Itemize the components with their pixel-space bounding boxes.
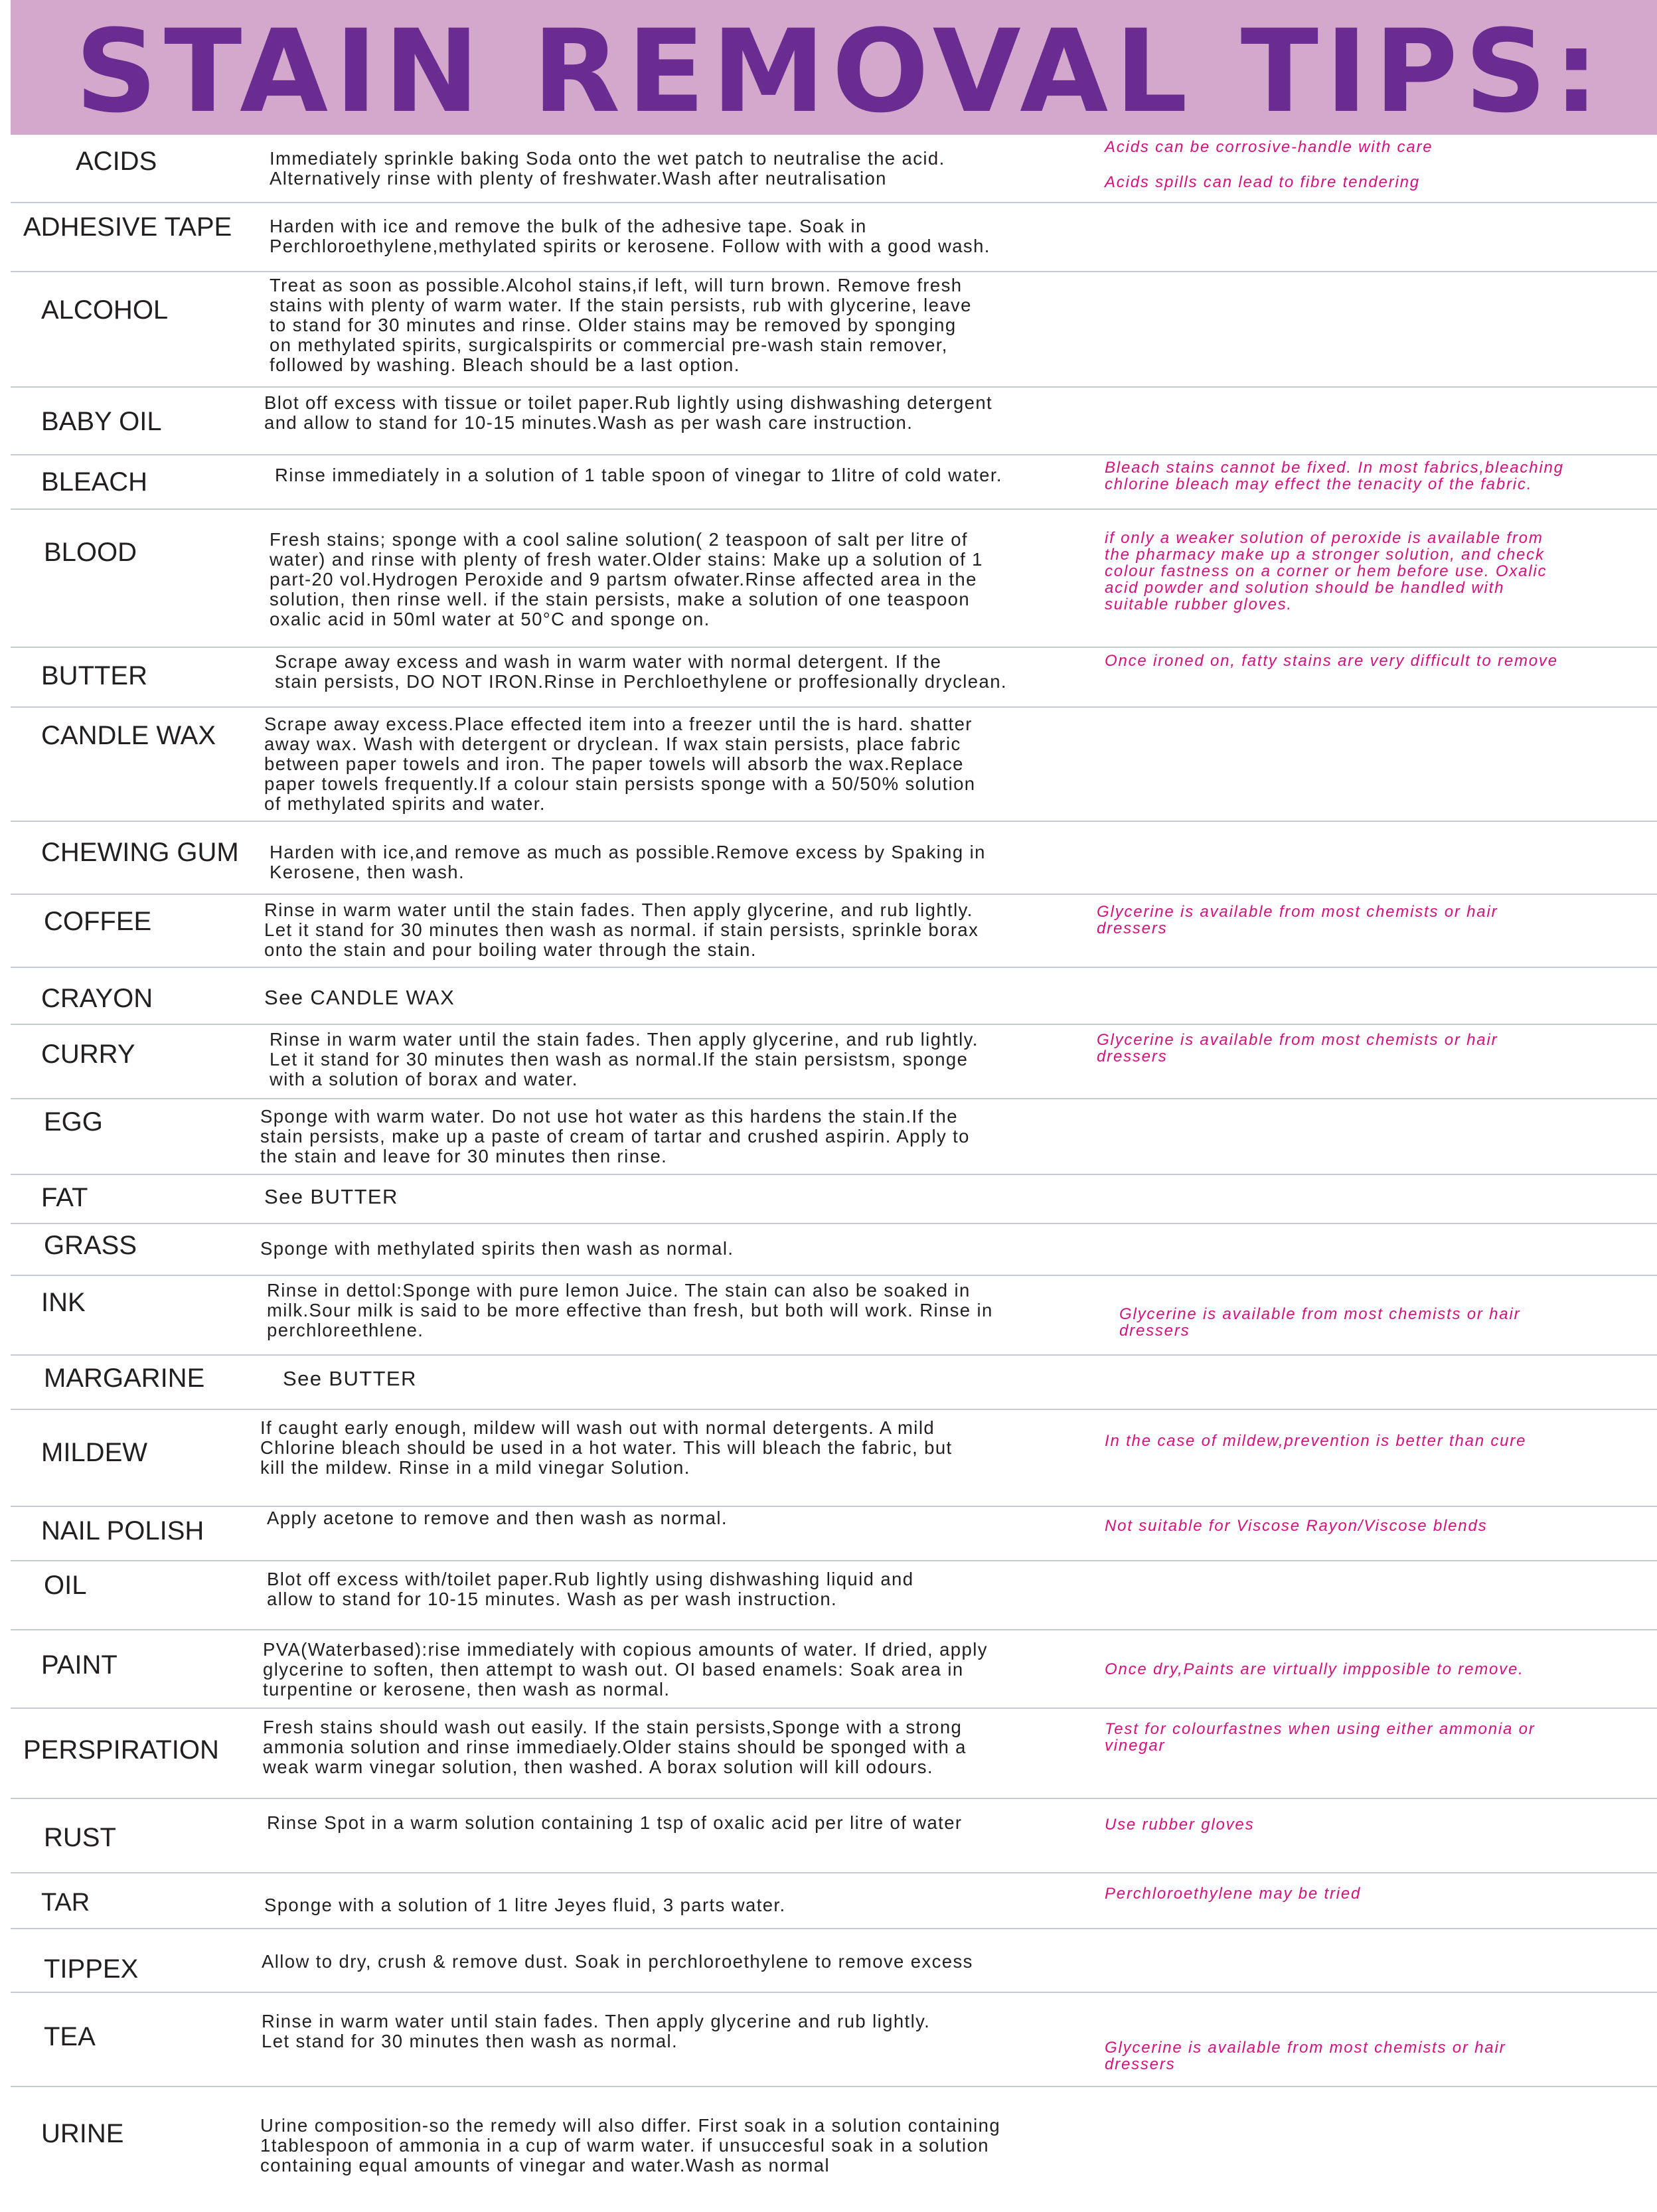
stain-note: Once ironed on, fatty stains are very difficult to remove (1105, 652, 1558, 670)
stain-remedy: See CANDLE WAX (264, 986, 455, 1009)
stain-name: EGG (44, 1107, 103, 1137)
stain-note: Test for colourfastnes when using either ammonia or vinegar (1105, 1720, 1536, 1755)
stain-remedy: Urine composition-so the remedy will also differ. First soak in a solution containing 1tablespoon of ammonia in a cup of warm water. if unsuccesful soak in a solution containing equal amounts of vinegar and water.Wash as normal (260, 2115, 1001, 2175)
stain-name: PERSPIRATION (23, 1735, 219, 1765)
table-row (0, 388, 1657, 455)
stain-note: Not suitable for Viscose Rayon/Viscose blends (1105, 1517, 1488, 1535)
table-row (0, 203, 1657, 272)
stain-remedy: Fresh stains should wash out easily. If the stain persists,Sponge with a strong ammonia solution and rinse immediaely.Older stains should be sponged with a weak warm vinegar solution, then washed. A borax solution will kill odours. (263, 1717, 967, 1777)
table-row (0, 822, 1657, 895)
stain-name: NAIL POLISH (41, 1516, 204, 1545)
table-row (0, 272, 1657, 388)
stain-name: OIL (44, 1571, 87, 1600)
stain-remedy: Rinse immediately in a solution of 1 table spoon of vinegar to 1litre of cold water. (275, 465, 1002, 485)
stain-name: ADHESIVE TAPE (23, 212, 232, 242)
stain-remedy: Harden with ice and remove the bulk of the adhesive tape. Soak in Perchloroethylene,methylated spirits or kerosene. Follow with with a good wash. (270, 216, 990, 256)
stain-remedy: Scrape away excess and wash in warm water with normal detergent. If the stain persists, DO NOT IRON.Rinse in Perchloethylene or proffesionally dryclean. (275, 651, 1007, 692)
stain-name: CRAYON (41, 984, 153, 1013)
stain-name: TEA (44, 2022, 96, 2051)
table-row (0, 510, 1657, 648)
stain-name: COFFEE (44, 907, 152, 936)
stain-name: BLEACH (41, 467, 148, 497)
stain-note: Glycerine is available from most chemists or hair dressers (1097, 903, 1498, 937)
title-banner (11, 0, 1657, 138)
stain-name: GRASS (44, 1231, 137, 1260)
stain-name: MARGARINE (44, 1364, 205, 1393)
stain-remedy: Rinse Spot in a warm solution containing 1 tsp of oxalic acid per litre of water (267, 1812, 963, 1833)
table-row (0, 968, 1657, 1025)
stain-name: ALCOHOL (41, 295, 169, 325)
stain-note: Glycerine is available from most chemists or hair dressers (1097, 1031, 1498, 1066)
stain-name: INK (41, 1288, 86, 1317)
stain-name: CANDLE WAX (41, 721, 216, 750)
table-row (0, 2087, 1657, 2212)
table-row (0, 1630, 1657, 1709)
stain-remedy: Immediately sprinkle baking Soda onto the wet patch to neutralise the acid. Alternatively rinse with plenty of freshwater.Wash after neutralisation (270, 148, 945, 189)
stain-name: RUST (44, 1823, 116, 1852)
table-row (0, 1507, 1657, 1561)
stain-remedy: PVA(Waterbased):rise immediately with copious amounts of water. If dried, apply glycerine to soften, then attempt to wash out. OI based enamels: Soak area in turpentine or kerosene, then wash as normal. (263, 1639, 988, 1699)
table-row (0, 1099, 1657, 1175)
table-row (0, 648, 1657, 708)
stain-note-line: Acids can be corrosive-handle with care (1105, 138, 1433, 156)
stain-note: Glycerine is available from most chemists or hair dressers (1119, 1305, 1521, 1340)
table-row (0, 1561, 1657, 1630)
stain-note: Perchloroethylene may be tried (1105, 1885, 1362, 1903)
stain-remedy: Rinse in warm water until the stain fades. Then apply glycerine, and rub lightly. Let it stand for 30 minutes then wash as normal. if stain persists, sprinkle borax onto the stain and pour boiling water through the stain. (264, 900, 979, 960)
stain-note: Glycerine is available from most chemists or hair dressers (1105, 2039, 1506, 2073)
page-title: STAIN REMOVAL TIPS: (75, 5, 1606, 138)
stain-name: CHEWING GUM (41, 838, 239, 867)
table-row (0, 1276, 1657, 1356)
stain-note: Once dry,Paints are virtually impposible to remove. (1105, 1660, 1524, 1678)
stain-remedy: Rinse in dettol:Sponge with pure lemon Juice. The stain can also be soaked in milk.Sour milk is said to be more effective than fresh, but both will work. Rinse in perchloreethlene. (267, 1280, 993, 1340)
stain-note: Bleach stains cannot be fixed. In most fabrics,bleaching chlorine bleach may effect the tenacity of the fabric. (1105, 459, 1564, 493)
stain-name: FAT (41, 1183, 88, 1212)
stain-remedy: See BUTTER (283, 1367, 417, 1390)
stain-remedy: Sponge with methylated spirits then wash as normal. (260, 1238, 734, 1259)
stain-name: TIPPEX (44, 1954, 139, 1984)
stain-name: BLOOD (44, 538, 137, 567)
stain-remedy: Sponge with a solution of 1 litre Jeyes fluid, 3 parts water. (264, 1895, 786, 1915)
stain-name: BABY OIL (41, 407, 162, 436)
stain-remedy: See BUTTER (264, 1185, 398, 1208)
stain-remedy: Rinse in warm water until stain fades. Then apply glycerine and rub lightly. Let stand for 30 minutes then wash as normal. (262, 2011, 931, 2051)
stain-remedy: If caught early enough, mildew will wash out with normal detergents. A mild Chlorine bleach should be used in a hot water. This will bleach the fabric, but kill the mildew. Rinse in a mild vinegar Solution. (260, 1417, 953, 1478)
stain-remedy: Allow to dry, crush & remove dust. Soak in perchloroethylene to remove excess (262, 1951, 973, 1972)
stain-name: URINE (41, 2119, 124, 2148)
table-row (0, 1224, 1657, 1276)
stain-note: if only a weaker solution of peroxide is available from the pharmacy make up a stronger solution, and check colour fastness on a corner or hem before use. Oxalic acid powder and solution should be handled with suitable rubber gloves. (1105, 529, 1547, 613)
table-row (0, 1799, 1657, 1873)
table-row (0, 1993, 1657, 2087)
stain-note: Use rubber gloves (1105, 1816, 1255, 1834)
stain-note: In the case of mildew,prevention is better than cure (1105, 1432, 1527, 1450)
stain-name: MILDEW (41, 1438, 147, 1467)
table-row (0, 1929, 1657, 1993)
stain-remedy: Harden with ice,and remove as much as possible.Remove excess by Spaking in Kerosene, then wash. (270, 842, 986, 882)
table-row (0, 1175, 1657, 1224)
stain-note-line: Acids spills can lead to fibre tendering (1105, 173, 1420, 191)
table-row (0, 1356, 1657, 1410)
stain-remedy: Apply acetone to remove and then wash as normal. (267, 1508, 728, 1528)
table-row (0, 455, 1657, 510)
stain-remedy: Blot off excess with/toilet paper.Rub lightly using dishwashing liquid and allow to stand for 10-15 minutes. Wash as per wash instruction. (267, 1569, 914, 1609)
table-row (0, 708, 1657, 822)
stain-name: TAR (41, 1889, 90, 1917)
stain-note (1105, 139, 1649, 191)
table-row (0, 135, 1657, 203)
table-row (0, 895, 1657, 968)
table-row (0, 1873, 1657, 1929)
stain-name: BUTTER (41, 661, 147, 690)
table-row (0, 1410, 1657, 1507)
stain-remedy: Scrape away excess.Place effected item into a freezer until the is hard. shatter away wax. Wash with detergent or dryclean. If wax stain persists, place fabric between paper towels and iron. The paper towels will absorb the wax.Replace paper towels frequently.If a colour stain persists sponge with a 50/50% solution of methylated spirits and water. (264, 714, 976, 814)
stain-remedy: Rinse in warm water until the stain fades. Then apply glycerine, and rub lightly. Let it stand for 30 minutes then wash as normal.If the stain persistsm, sponge with a solution of borax and water. (270, 1029, 979, 1089)
stain-name: PAINT (41, 1650, 118, 1680)
table-row (0, 1709, 1657, 1799)
stain-remedy: Blot off excess with tissue or toilet paper.Rub lightly using dishwashing detergent and allow to stand for 10-15 minutes.Wash as per wash care instruction. (264, 392, 993, 433)
stain-remedy: Treat as soon as possible.Alcohol stains,if left, will turn brown. Remove fresh stains with plenty of warm water. If the stain persists, rub with glycerine, leave to stand for 30 minutes and rinse. Older stains may be removed by sponging on methylated spirits, surgicalspirits or commercial pre-wash stain remover, followed by washing. Bleach should be a last option. (270, 275, 972, 375)
table-row (0, 1025, 1657, 1099)
stain-name: CURRY (41, 1040, 135, 1069)
stain-remedy: Fresh stains; sponge with a cool saline solution( 2 teaspoon of salt per litre of water) and rinse with plenty of fresh water.Older stains: Make up a solution of 1 part-20 vol.Hydrogen Peroxide and 9 partsm ofwater.Rinse affected area in the solution, then rinse well. if the stain persists, make a solution of one teaspoon oxalic acid in 50ml water at 50°C and sponge on. (270, 529, 983, 629)
stain-name: ACIDS (76, 147, 157, 176)
stain-remedy: Sponge with warm water. Do not use hot water as this hardens the stain.If the stain persists, make up a paste of cream of tartar and crushed aspirin. Apply to the stain and leave for 30 minutes then rinse. (260, 1106, 970, 1166)
